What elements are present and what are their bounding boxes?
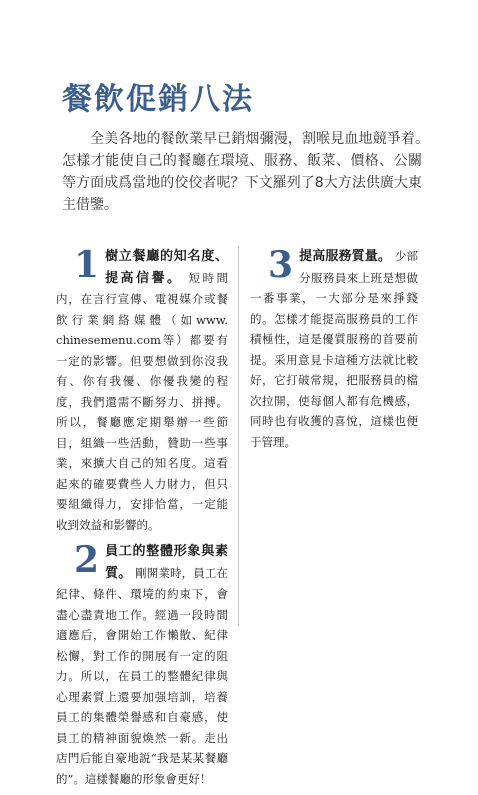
section-heading: 提高服務質量。 — [299, 249, 392, 264]
section-heading: 樹立餐廳的知名度、提高信譽。 — [105, 249, 228, 286]
page-title: 餐飲促銷八法 — [62, 82, 254, 117]
intro-paragraph: 全美各地的餐飲業早已銷烟彌漫，割喉見血地競爭着。 怎樣才能使自己的餐廳在環境、服務、飯菜、價格、公關等方面成爲當地的佼佼者呢？下文羅列了8大方法供廣大東主借鑒。 — [62, 131, 436, 213]
section-body: 少部分服務員來上班是想做一番事業，一大部分是來掙錢的。怎樣才能提高服務員的工作積極性，這是優質服務的首要前提。采用意見卡這種方法就比較好，它打破常規，把服務員的檔次拉開，使每個人都有危機感，同時也有收獲的喜悅，這樣也便于管理。 — [250, 249, 418, 449]
column-divider — [238, 246, 239, 626]
section-number: 1 — [74, 244, 100, 286]
section-1 — [56, 246, 228, 535]
section-number: 3 — [268, 244, 294, 286]
section-number: 2 — [74, 539, 100, 581]
section-body: 短時間内，在言行宣傳、電視媒介或餐飲行業網絡媒體（如www. chinesemenu.com等）都要有一定的影響。但要想做到你沒我有、你有我優、你優我變的程度，我們還需不斷努力、拼搏。所以，餐廳應定期舉辦一些節目，組織一些活動，贊助一些事業，來擴大自己的知名度。這看起來的確要費些人力財力，但只要組織得力，安排恰當，一定能收到效益和影響的。 — [56, 270, 229, 532]
section-3 — [250, 246, 418, 452]
right-column — [250, 246, 418, 458]
section-2 — [56, 541, 228, 789]
left-column — [56, 246, 228, 795]
section-heading: 員工的整體形象與素質。 — [105, 544, 228, 581]
section-body: 剛開業時，員工在紀律、條件、環境的約束下，會盡心盡責地工作。經過一段時間適應后，會開始工作懶散、紀律松懈，對工作的開展有一定的阻力。所以，在員工的整體紀律與心理素質上還要加强培訓，培養員工的集體榮譽感和自豪感，使員工的精神面貌煥然一新。走出店門后能自豪地説“我是某某餐廳的”。這樣餐廳的形象會更好！ — [56, 565, 229, 786]
